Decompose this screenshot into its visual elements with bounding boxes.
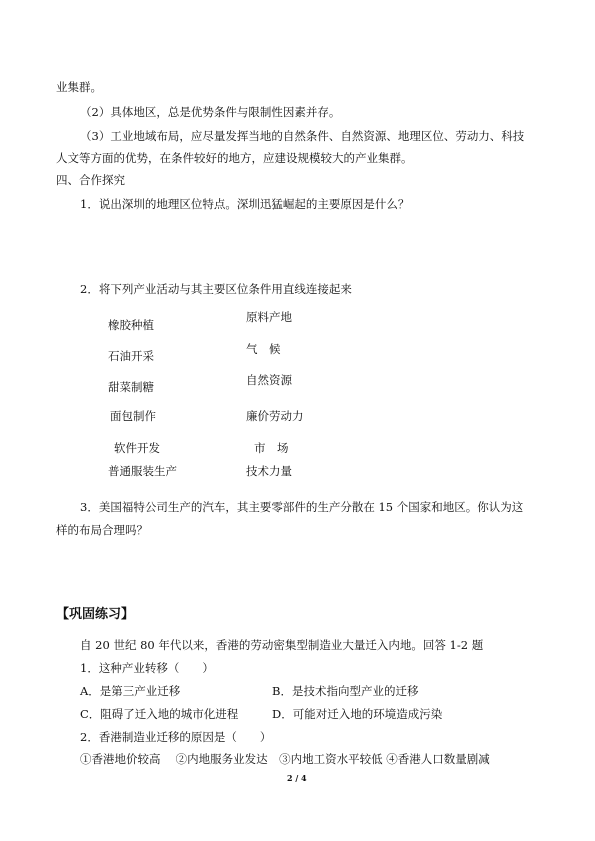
matching-right-item: 市 场: [254, 441, 289, 455]
point-3-text-cont: 人文等方面的优势，在条件较好的地方，应建设规模较大的产业集群。: [56, 151, 413, 165]
matching-left-item: 甜菜制糖: [108, 380, 154, 394]
option-a: A．是第三产业迁移: [80, 684, 181, 698]
matching-left-item: 石油开采: [108, 349, 154, 363]
matching-right-item: 原料产地: [246, 310, 292, 324]
matching-left-item: 普通服装生产: [108, 464, 177, 478]
matching-right-item: 技术力量: [246, 464, 292, 478]
matching-left-item: 橡胶种植: [108, 318, 154, 332]
practice-intro: 自 20 世纪 80 年代以来，香港的劳动密集型制造业大量迁入内地。回答 1-2 题: [80, 638, 484, 652]
option-d: D．可能对迁入地的环境造成污染: [272, 707, 443, 721]
point-2-text: （2）具体地区，总是优势条件与限制性因素并存。: [80, 105, 341, 119]
practice-question-2: 2．香港制造业迁移的原因是（ ）: [80, 730, 272, 744]
option-b: B．是技术指向型产业的迁移: [272, 684, 419, 698]
point-3-text: （3）工业地域布局，应尽量发挥当地的自然条件、自然资源、地理区位、劳动力、科技: [80, 129, 525, 143]
matching-right-item: 自然资源: [246, 373, 292, 387]
matching-left-item: 面包制作: [110, 409, 156, 423]
continuation-text: 业集群。: [56, 80, 102, 94]
section-heading-cooperative-inquiry: 四、合作探究: [56, 173, 125, 187]
practice-heading: 【巩固练习】: [56, 607, 135, 622]
inquiry-question-1: 1．说出深圳的地理区位特点。深圳迅猛崛起的主要原因是什么？: [80, 197, 410, 211]
practice-question-2-options: ①香港地价较高 ②内地服务业发达 ③内地工资水平较低 ④香港人口数量剧减: [80, 752, 490, 766]
inquiry-question-3-cont: 样的布局合理吗？: [56, 523, 148, 537]
practice-question-1: 1．这种产业转移（ ）: [80, 661, 214, 675]
inquiry-question-2: 2．将下列产业活动与其主要区位条件用直线连接起来: [80, 282, 352, 296]
matching-left-item: 软件开发: [114, 441, 160, 455]
page-number: 2 / 4: [287, 773, 307, 783]
matching-right-item: 廉价劳动力: [246, 409, 304, 423]
inquiry-question-3: 3．美国福特公司生产的汽车，其主要零部件的生产分散在 15 个国家和地区。你认为这: [80, 500, 524, 514]
option-c: C．阻碍了迁入地的城市化进程: [80, 707, 239, 721]
matching-right-item: 气 候: [246, 342, 281, 356]
